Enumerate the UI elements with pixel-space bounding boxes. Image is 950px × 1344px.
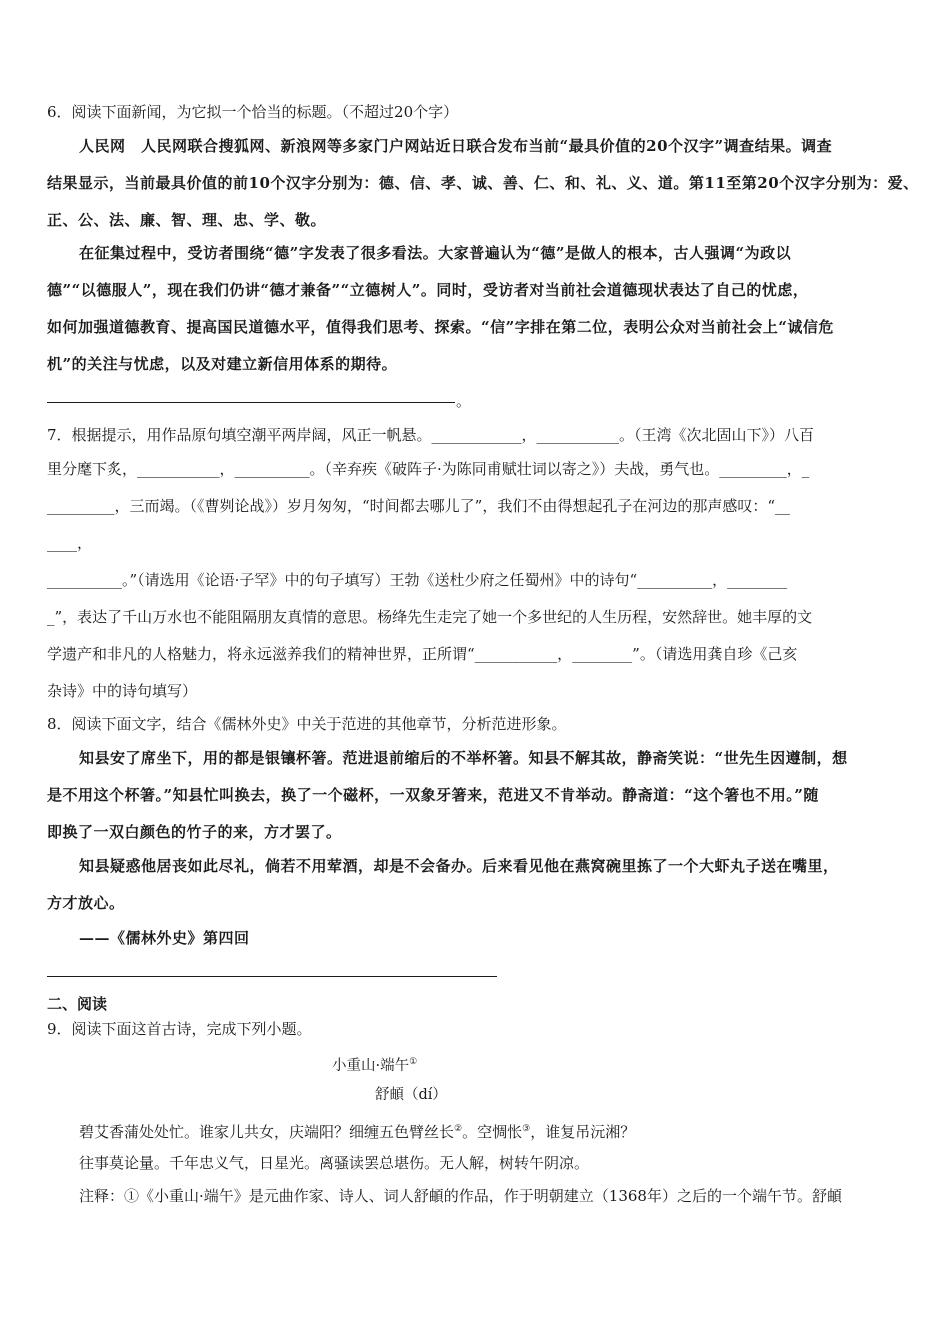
- q7-line: 7．根据提示，用作品原句填空潮平两岸阔，风正一帆悬。____________，___________。（王湾《次北固山下》）八百: [47, 426, 815, 444]
- poem-title: 小重山·端午①: [332, 1057, 418, 1074]
- q7-line: 学遗产和非凡的人格魅力，将永远滋养我们的精神世界，正所谓“___________，________”。（请选用龚自珍《己亥: [47, 645, 798, 663]
- q6-news-line: 结果显示，当前最具价值的前10个汉字分别为：德、信、孝、诚、善、仁、和、礼、义、道。第11至第20个汉字分别为：爱、: [47, 174, 919, 192]
- q8-passage-line: 知县安了席坐下，用的都是银镶杯箸。范进退前缩后的不举杯箸。知县不解其故，静斋笑说：“世先生因遵制，想: [79, 749, 848, 767]
- section-title: 二、阅读: [47, 995, 108, 1013]
- q6-news-line: 如何加强道德教育、提高国民道德水平，值得我们思考、探索。“信”字排在第二位，表明公众对当前社会上“诚信危: [47, 318, 834, 336]
- q6-news-line: 德”“以德服人”，现在我们仍讲“德才兼备”“立德树人”。同时，受访者对当前社会道德现状表达了自己的忧虑，: [47, 281, 809, 299]
- q7-line: 里分麾下炙，___________，__________。（辛弃疾《破阵子·为陈同甫赋壮词以寄之》）夫战，勇气也。_________，_: [47, 460, 810, 478]
- q7-line: _________，三而竭。（《曹刿论战》）岁月匆匆，“时间都去哪儿了”，我们不由得想起孔子在河边的那声感叹：“__: [47, 497, 791, 515]
- q8-answer-line[interactable]: [47, 976, 497, 977]
- q7-line: __________。”（请选用《论语·子罕》中的句子填写）王勃《送杜少府之任蜀州》中的诗句“__________，________: [47, 571, 788, 589]
- q6-prompt: 6．阅读下面新闻，为它拟一个恰当的标题。（不超过20个字）: [47, 103, 459, 121]
- footnote-marker: ①: [409, 1057, 418, 1067]
- footnote-marker: ②: [454, 1124, 463, 1134]
- footnote-marker: ③: [522, 1124, 531, 1134]
- q8-source: ——《儒林外史》第四回: [79, 929, 250, 947]
- q8-passage-line: 方才放心。: [47, 894, 125, 912]
- q6-answer-line[interactable]: [47, 402, 455, 403]
- q6-news-line: 正、公、法、廉、智、理、忠、学、敬。: [47, 211, 327, 229]
- q6-answer-end: 。: [456, 392, 472, 410]
- q6-news-line: 在征集过程中，受访者围绕“德”字发表了很多看法。大家普遍认为“德”是做人的根本，古人强调“为政以: [79, 244, 792, 262]
- q7-line: _”，表达了千山万水也不能阻隔朋友真情的意思。杨绛先生走完了她一个多世纪的人生历程，安然辞世。她丰厚的文: [47, 608, 813, 626]
- q7-line: ____，: [47, 534, 93, 552]
- q8-prompt: 8．阅读下面文字，结合《儒林外史》中关于范进的其他章节，分析范进形象。: [47, 715, 567, 733]
- q8-passage-line: 知县疑惑他居丧如此尽礼，倘若不用荤酒，却是不会备办。后来看见他在燕窝碗里拣了一个大虾丸子送在嘴里，: [79, 857, 839, 875]
- q6-news-line: 人民网 人民网联合搜狐网、新浪网等多家门户网站近日联合发布当前“最具价值的20个汉字”调查结果。调查: [79, 137, 833, 155]
- q8-passage-line: 是不用这个杯箸。”知县忙叫换去，换了一个磁杯，一双象牙箸来，范进又不肯举动。静斋道：“这个箸也不用。”随: [47, 786, 819, 804]
- q7-line: 杂诗》中的诗句填写）: [47, 682, 198, 700]
- poem-annotation: 注释：①《小重山·端午》是元曲作家、诗人、词人舒頔的作品，作于明朝建立（1368年）之后的一个端午节。舒頔: [79, 1187, 842, 1205]
- q8-passage-line: 即换了一双白颜色的竹子的来，方才罢了。: [47, 823, 342, 841]
- poem-author: 舒頔（dí）: [375, 1087, 447, 1103]
- poem-line: 往事莫论量。千年忠义气，日星光。离骚读罢总堪伤。无人解，树转午阴凉。: [79, 1154, 590, 1172]
- q9-prompt: 9．阅读下面这首古诗，完成下列小题。: [47, 1020, 312, 1038]
- q6-news-line: 机”的关注与忧虑，以及对建立新信用体系的期待。: [47, 355, 398, 373]
- poem-line: 碧艾香蒲处处忙。谁家儿共女，庆端阳？细缠五色臂丝长②。空惆怅③，谁复吊沅湘？: [79, 1123, 636, 1141]
